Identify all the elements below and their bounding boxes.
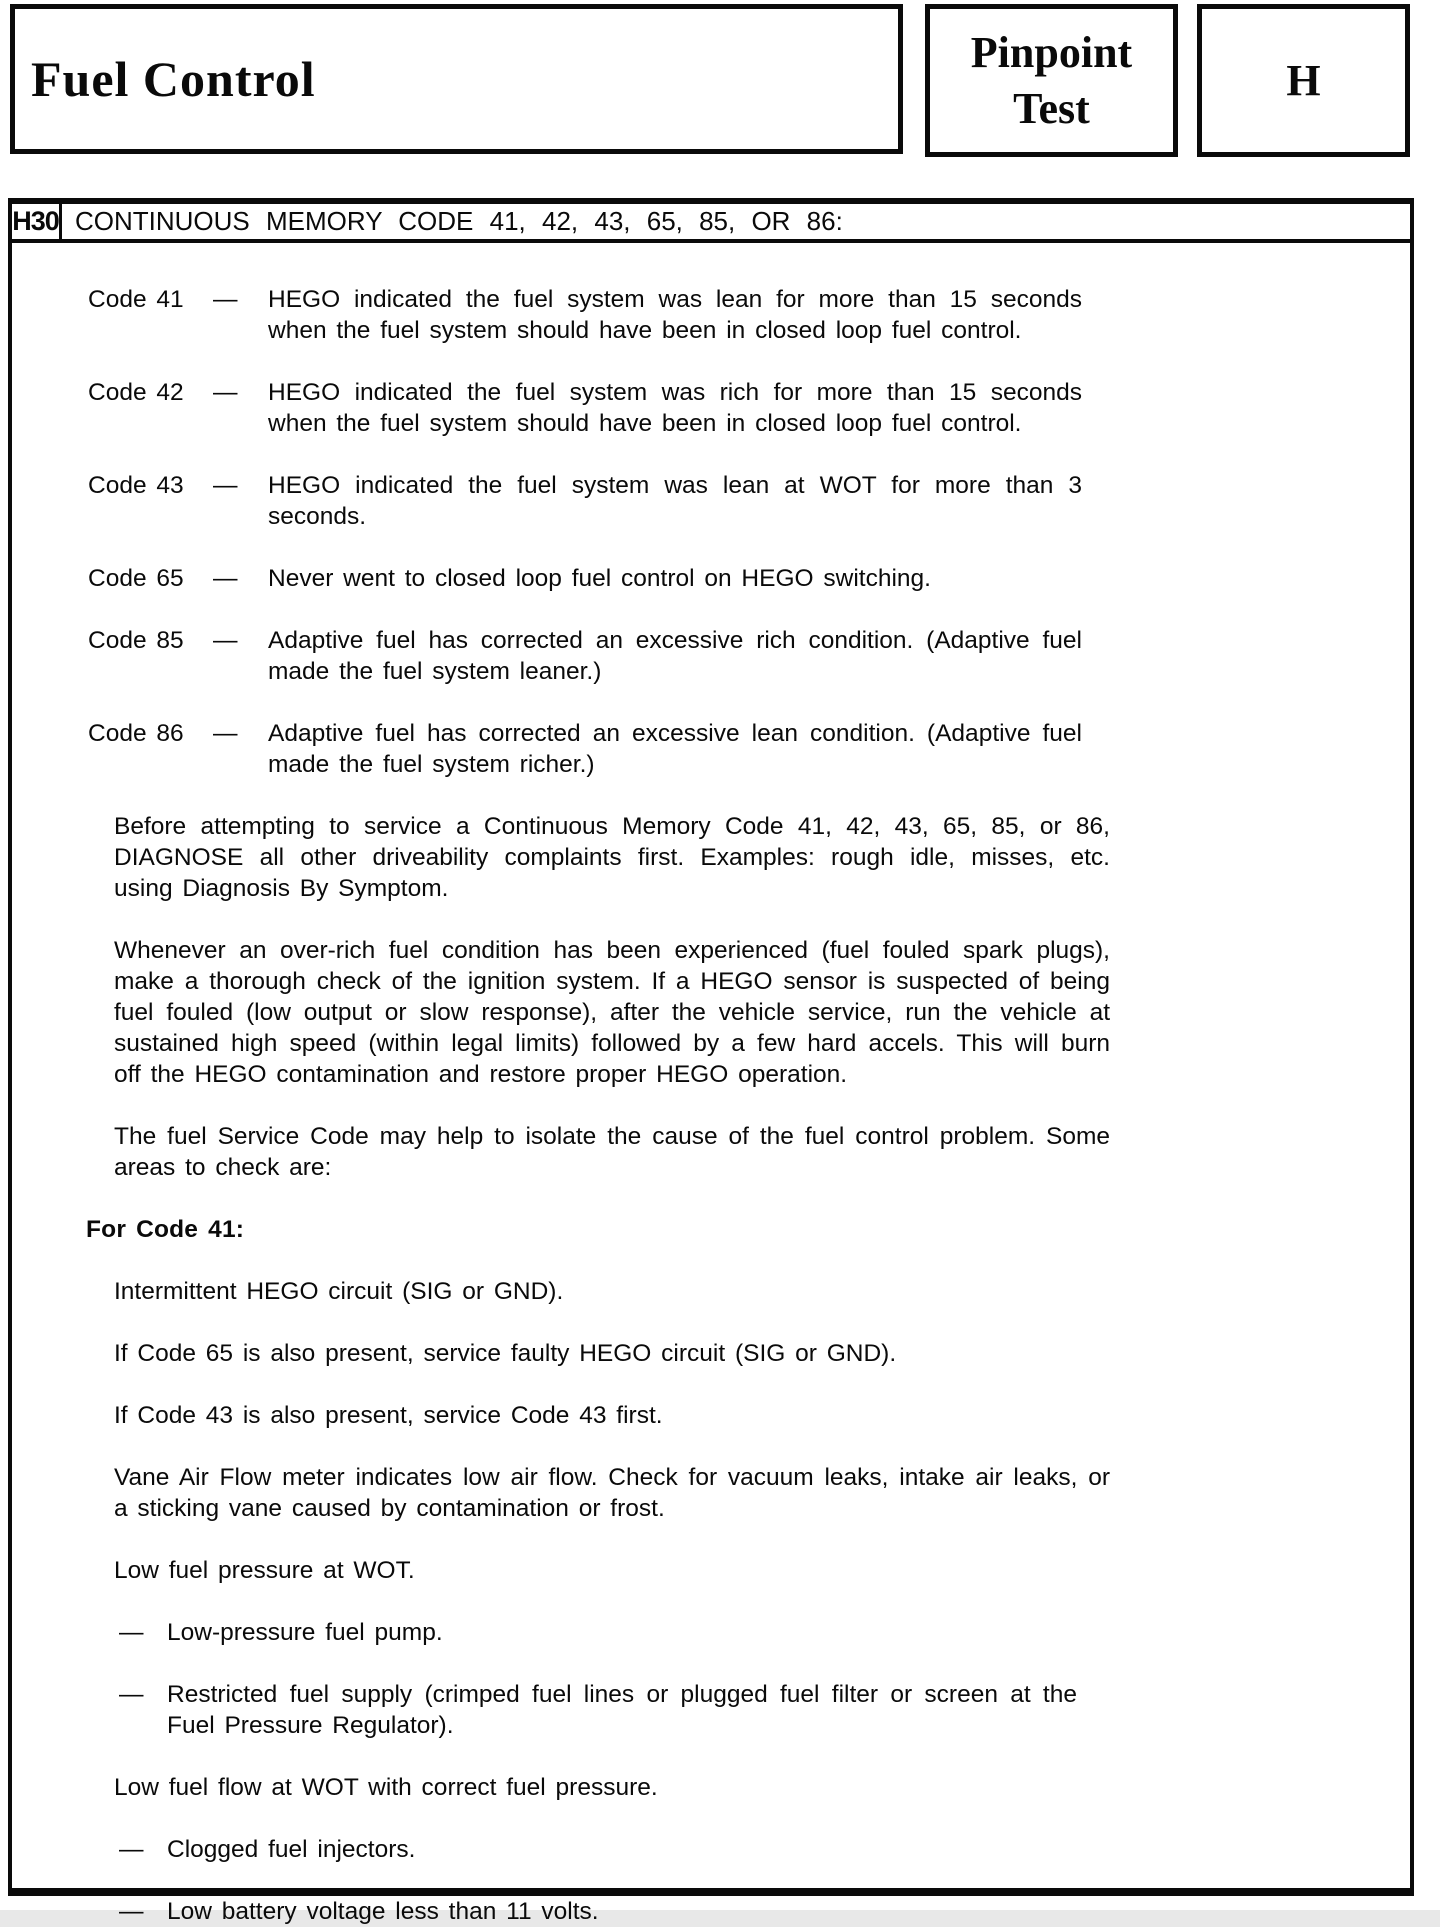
code-definition-row — [88, 625, 1082, 687]
note-text: The fuel Service Code may help to isolate the cause of the fuel control problem. Some areas to check are: — [114, 1123, 1110, 1181]
code-dash: — — [213, 720, 238, 747]
check-marker — [86, 1772, 114, 1803]
code-definition-list — [86, 284, 1110, 780]
dash-icon: — — [119, 1681, 144, 1708]
check-marker — [86, 1276, 114, 1307]
bullet-icon — [86, 811, 114, 904]
system-title: Fuel Control — [31, 51, 316, 107]
code-description: Adaptive fuel has corrected an excessive lean condition. (Adaptive fuel made the fuel system richer.) — [268, 720, 1082, 778]
check-item — [86, 1276, 1110, 1307]
step-id: H30 — [12, 204, 62, 239]
check-marker — [86, 1462, 114, 1524]
check-marker — [86, 1400, 114, 1431]
check-item — [86, 1555, 1110, 1586]
code-dash: — — [213, 286, 238, 313]
code-definition-row — [88, 284, 1082, 346]
for-code-heading: For Code 41: — [86, 1216, 245, 1243]
check-item — [119, 1834, 1077, 1865]
test-step-panel — [8, 198, 1414, 1925]
note-text: Before attempting to service a Continuous Memory Code 41, 42, 43, 65, 85, or 86, DIAGNOSE all other driveability complaints first. Examples: rough idle, misses, etc. using Diagnosis By Symptom. — [114, 813, 1110, 902]
dash-icon: — — [119, 1898, 144, 1925]
code-definition-row — [88, 377, 1082, 439]
check-item — [119, 1679, 1077, 1741]
check-text: Vane Air Flow meter indicates low air flow. Check for vacuum leaks, intake air leaks, or a sticking vane caused by contamination or frost. — [114, 1464, 1110, 1522]
bullet-icon — [86, 1121, 114, 1183]
check-text: Clogged fuel injectors. — [167, 1836, 416, 1863]
check-item — [86, 1400, 1110, 1431]
step-body — [12, 243, 1410, 1927]
check-item — [86, 1338, 1110, 1369]
check-item — [86, 1462, 1110, 1524]
check-item — [119, 1617, 1077, 1648]
note-row — [86, 1121, 1110, 1183]
pinpoint-word: Pinpoint — [970, 27, 1133, 77]
code-dash: — — [213, 627, 238, 654]
system-title-box — [10, 4, 903, 154]
pinpoint-test-box — [925, 4, 1178, 157]
check-text: Restricted fuel supply (crimped fuel lines or plugged fuel filter or screen at the Fuel Pressure Regulator). — [167, 1681, 1077, 1739]
code-definition-row — [88, 470, 1082, 532]
check-item — [119, 1896, 1077, 1927]
code-label: Code 42 — [88, 379, 184, 406]
dash-icon: — — [119, 1619, 144, 1646]
note-row — [86, 811, 1110, 904]
code-dash: — — [213, 472, 238, 499]
code-description: HEGO indicated the fuel system was lean at WOT for more than 3 seconds. — [268, 472, 1082, 530]
check-item — [86, 1772, 1110, 1803]
check-text: Intermittent HEGO circuit (SIG or GND). — [114, 1278, 564, 1305]
test-word: Test — [1013, 83, 1090, 133]
check-marker — [119, 1679, 167, 1741]
check-text: Low-pressure fuel pump. — [167, 1619, 443, 1646]
code-label: Code 43 — [88, 472, 184, 499]
code-description: Adaptive fuel has corrected an excessive rich condition. (Adaptive fuel made the fuel system leaner.) — [268, 627, 1082, 685]
check-text: If Code 65 is also present, service faulty HEGO circuit (SIG or GND). — [114, 1340, 897, 1367]
code-description: HEGO indicated the fuel system was rich for more than 15 seconds when the fuel system should have been in closed loop fuel control. — [268, 379, 1082, 437]
check-marker — [86, 1338, 114, 1369]
check-marker — [119, 1617, 167, 1648]
pinpoint-test-label — [971, 25, 1132, 137]
bullet-icon — [86, 935, 114, 1090]
code-dash: — — [213, 565, 238, 592]
code-label: Code 86 — [88, 720, 184, 747]
note-row — [86, 935, 1110, 1090]
check-text: If Code 43 is also present, service Code 43 first. — [114, 1402, 663, 1429]
step-header-bar — [12, 198, 1410, 243]
note-text: Whenever an over-rich fuel condition has been experienced (fuel fouled spark plugs), make a thorough check of the ignition system. If a HEGO sensor is suspected of being fuel fouled (low output or slow response), after the vehicle service, run the vehicle at sustained high speed (within legal limits) followed by a few hard accels. This will burn off the HEGO contamination and restore proper HEGO operation. — [114, 937, 1110, 1088]
section-letter: H — [1286, 56, 1321, 105]
check-text: Low battery voltage less than 11 volts. — [167, 1898, 599, 1925]
code-description: Never went to closed loop fuel control on HEGO switching. — [268, 565, 931, 592]
code-definition-row — [88, 563, 1082, 594]
check-marker — [119, 1834, 167, 1865]
code-label: Code 65 — [88, 565, 184, 592]
code-description: HEGO indicated the fuel system was lean for more than 15 seconds when the fuel system should have been in closed loop fuel control. — [268, 286, 1082, 344]
dash-icon: — — [119, 1836, 144, 1863]
check-list — [86, 1276, 1110, 1927]
code-dash: — — [213, 379, 238, 406]
note-list — [86, 811, 1110, 1183]
check-marker — [86, 1555, 114, 1586]
code-label: Code 85 — [88, 627, 184, 654]
code-label: Code 41 — [88, 286, 184, 313]
check-text: Low fuel pressure at WOT. — [114, 1557, 415, 1584]
check-marker — [119, 1896, 167, 1927]
check-text: Low fuel flow at WOT with correct fuel pressure. — [114, 1774, 658, 1801]
code-definition-row — [88, 718, 1082, 780]
step-title: CONTINUOUS MEMORY CODE 41, 42, 43, 65, 85, OR 86: — [75, 206, 843, 236]
section-letter-box — [1197, 4, 1410, 157]
